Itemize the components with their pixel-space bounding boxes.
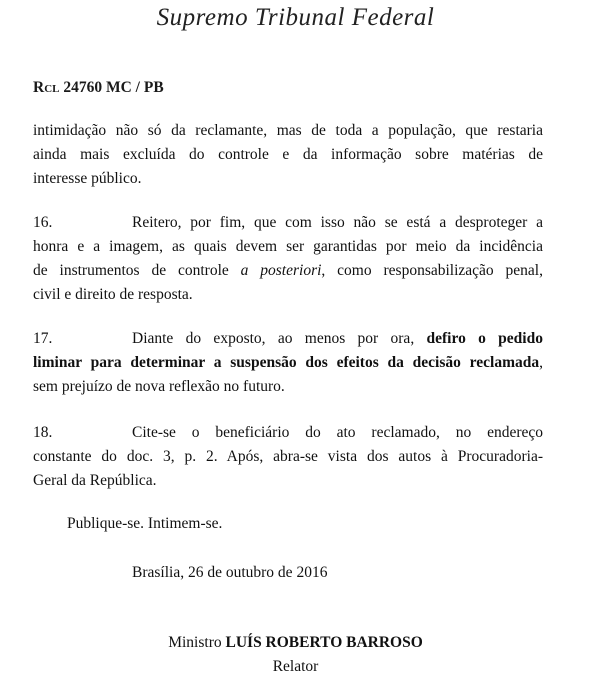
paragraph-18 — [33, 421, 543, 493]
paragraph-17 — [33, 327, 543, 399]
text-segment: Cite-se o beneficiário do ato reclamado, no endereço — [132, 424, 543, 441]
signer-role: Relator — [272, 658, 319, 675]
case-reference — [33, 79, 164, 97]
text-line: intimidação não só da reclamante, mas de toda a população, que restaria — [33, 122, 543, 139]
paragraph-number: 18. — [33, 424, 53, 441]
bold-text: defiro o pedido — [426, 330, 543, 347]
text-line: civil e direito de resposta. — [33, 286, 193, 303]
text-line — [33, 259, 543, 283]
signer-name: LUÍS ROBERTO BARROSO — [225, 634, 423, 651]
text-line — [33, 211, 543, 235]
text-line: Geral da República. — [33, 472, 157, 489]
publish-order: Publique-se. Intimem-se. — [67, 515, 223, 532]
court-name: Supremo Tribunal Federal — [156, 4, 435, 31]
text-line — [33, 421, 543, 445]
text-segment: Reitero, por fim, que com isso não se está a desproteger a — [132, 214, 543, 231]
closing-publish — [67, 512, 467, 536]
case-number: 24760 MC / PB — [59, 79, 164, 96]
signature-block — [0, 631, 591, 679]
text-segment: Diante do exposto, ao menos por ora, — [132, 330, 427, 347]
place-date: Brasília, 26 de outubro de 2016 — [132, 564, 328, 581]
paragraph-number: 17. — [33, 330, 53, 347]
text-segment: , como responsabilização penal, — [321, 262, 543, 279]
bold-text: liminar para determinar a suspensão dos efeitos da decisão reclamada — [33, 354, 540, 371]
text-line: ainda mais excluída do controle e da informação sobre matérias de — [33, 146, 543, 163]
paragraph-continuation — [33, 119, 543, 191]
text-segment: de instrumentos de controle — [33, 262, 241, 279]
signer-line — [0, 631, 591, 655]
emphasis-text: a posteriori — [240, 262, 322, 279]
text-line: honra e a imagem, as quais devem ser garantidas por meio da incidência — [33, 238, 543, 255]
text-line: interesse público. — [33, 170, 142, 187]
case-prefix: Rcl — [33, 79, 60, 96]
paragraph-number: 16. — [33, 214, 53, 231]
closing-place-date — [132, 561, 532, 585]
text-line — [33, 327, 543, 351]
text-line: constante do doc. 3, p. 2. Após, abra-se vista dos autos à Procuradoria- — [33, 448, 543, 465]
signer-title: Ministro — [168, 634, 226, 651]
paragraph-16 — [33, 211, 543, 307]
text-segment: , — [539, 354, 543, 371]
court-header — [0, 4, 591, 32]
text-line — [33, 351, 543, 375]
text-line: sem prejuízo de nova reflexão no futuro. — [33, 378, 285, 395]
